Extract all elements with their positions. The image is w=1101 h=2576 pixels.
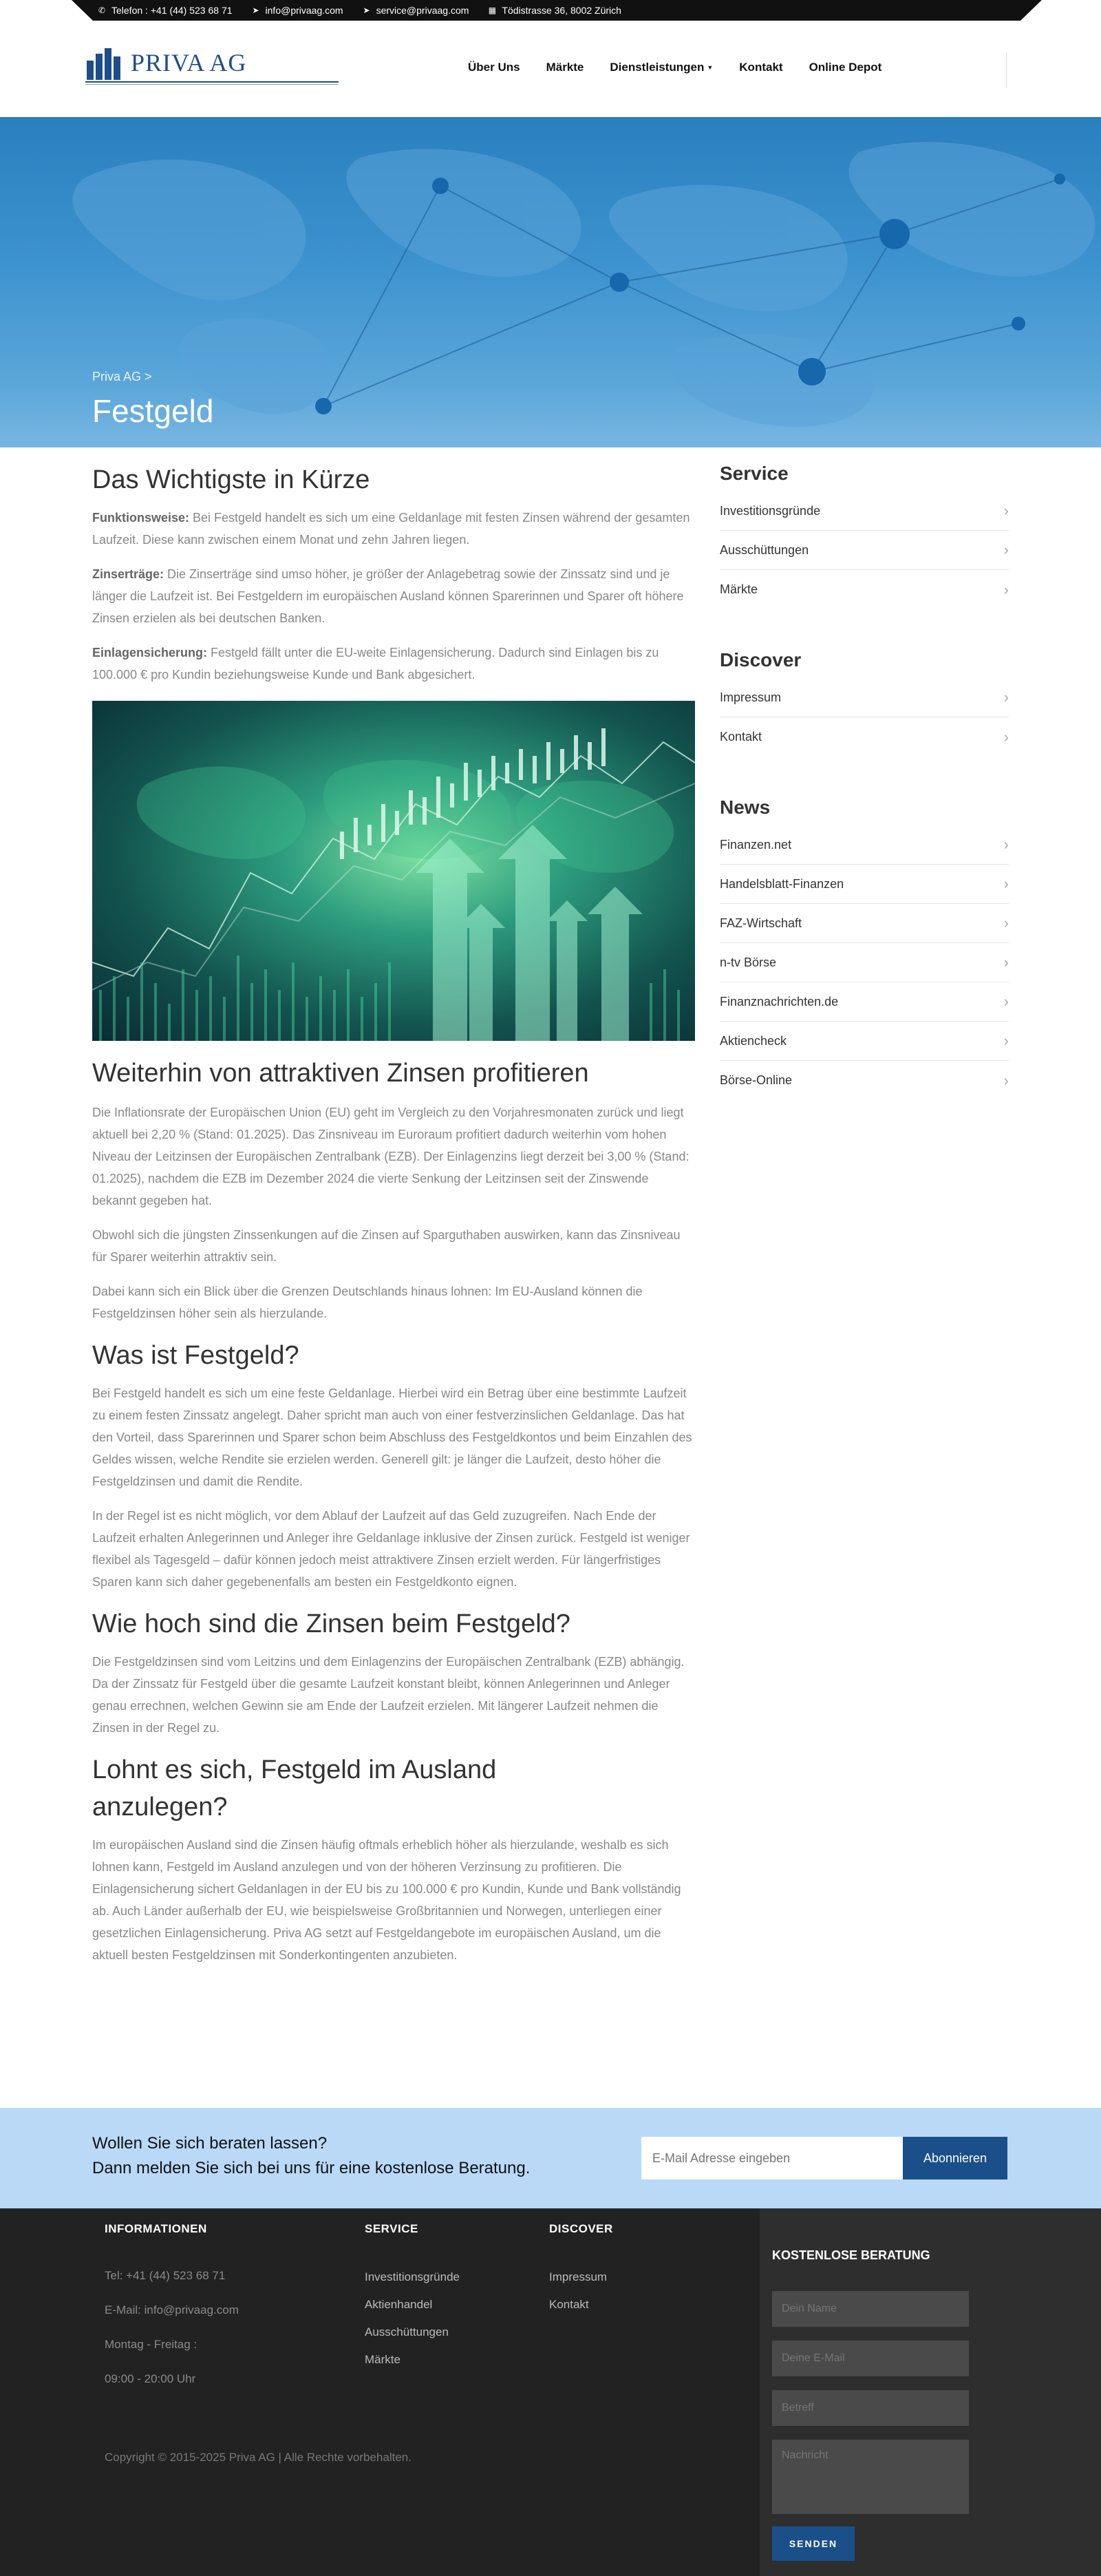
top-bar-phone-text: Telefon : +41 (44) 523 68 71 [111,5,233,16]
nav-item-maerkte[interactable]: Märkte [546,61,584,74]
footer-email[interactable]: E-Mail: info@privaag.com [105,2303,239,2316]
phone-icon: ✆ [98,6,106,15]
caret-down-icon: ▼ [707,64,714,71]
top-bar-items [98,0,621,21]
paragraph-ausland: Im europäischen Ausland sind die Zinsen häufig oftmals erheblich höher als hierzulande, weshalb es sich lohnen kann, Festgeld im Ausland anzulegen und von der höheren Verzinsung zu profitieren. Die Einlagensicherung sichert Geldanlagen in der EU bis zu 100.000 € pro Kundin, Kunde und Bank vollständig ab. Auch Länder außerhalb der EU, wie beispielsweise Großbritannien und Norwegen, unterliegen einer gesetzlichen Einlagensicherung. Priva AG setzt auf Festgeldangebote im europäischen Ausland, um die aktuell besten Festgeldzinsen mit Sonderkontingenten anzubieten. [92,1838,681,1962]
hero-banner [0,117,1101,447]
sidebar-item-label: Handelsblatt-Finanzen [720,876,844,891]
chevron-right-icon: › [1003,993,1009,1010]
paragraph-festgeld-definition: Bei Festgeld handelt es sich um eine feste Geldanlage. Hierbei wird ein Betrag über eine bestimmte Laufzeit zu einem festen Zinssatz angelegt. Daher spricht man auch von einer festverzinslichen Geldanlage. Das hat den Vorteil, dass Sparerinnen und Sparer schon beim Abschluss des Festgeldkontos und beim Einzahlen des Geldes wissen, welche Rendite sie erzielen werden. Generell gilt: je länger die Laufzeit, desto höher die Festgeldzinsen und damit die Rendite. [92,1386,692,1488]
sidebar-item-label: n-tv Börse [720,955,777,969]
footer-link-maerkte[interactable]: Märkte [365,2353,400,2366]
paragraph-zinssenkungen: Obwohl sich die jüngsten Zinssenkungen auf die Zinsen auf Sparguthaben auswirken, kann das Zinsniveau für Sparer weiterhin attraktiv sein. [92,1228,681,1264]
paragraph-zinsertraege [92,563,695,629]
footer-info-column [105,2208,239,2386]
sidebar-service-list [720,492,1009,609]
chevron-right-icon: › [1003,914,1009,931]
nav-item-dienstleistungen-label: Dienstleistungen [610,61,705,74]
top-bar-address [488,5,621,16]
message-textarea[interactable] [772,2440,969,2514]
sidebar-discover-title: Discover [720,649,802,671]
footer-discover-title: DISCOVER [549,2222,613,2235]
chevron-right-icon: › [1003,580,1009,598]
text-funktionsweise: Bei Festgeld handelt es sich um eine Geldanlage mit festen Zinsen während der gesamten Laufzeit. Diese kann zwischen einem Monat und zehn Jahren liegen. [92,511,690,547]
sidebar-item-faz[interactable] [720,904,1009,943]
sidebar-item-label: Ausschüttungen [720,542,809,557]
sidebar-discover-list [720,678,1009,757]
chevron-right-icon: › [1003,688,1009,706]
sidebar-item-finanznachrichten[interactable] [720,982,1009,1022]
stock-chart-illustration [92,701,695,1041]
label-einlagensicherung: Einlagensicherung: [92,646,208,659]
footer-link-kontakt[interactable]: Kontakt [549,2298,589,2311]
footer-hours-label: Montag - Freitag : [105,2338,197,2351]
paragraph-einlagensicherung [92,642,695,686]
sidebar-item-label: Finanznachrichten.de [720,994,839,1009]
newsletter-email-input[interactable] [641,2137,903,2179]
sidebar-item-finanzen-net[interactable] [720,825,1009,865]
chevron-right-icon: › [1003,953,1009,971]
paragraph-inflation: Die Inflationsrate der Europäischen Union (EU) geht im Vergleich zu den Vorjahresmonaten zurück und liegt aktuell bei 2,20 % (Stand: 01.2025). Das Zinsniveau im Euroraum profitiert dadurch weiterhin vom hohen Niveau der Leitzinsen der Europäischen Zentralbank (EZB). Der Einlagenzins liegt derzeit bei 3,00 % (Stand: 01.2025), nachdem die EZB im Dezember 2024 die vierte Senkung der Leitzinsen seit der Zinswende bekannt gegeben hat. [92,1106,690,1207]
sidebar-item-label: Impressum [720,690,782,704]
footer-discover-column [549,2208,613,2319]
sidebar-item-label: FAZ-Wirtschaft [720,916,802,930]
sidebar-item-impressum[interactable] [720,678,1009,717]
sidebar-item-kontakt[interactable] [720,717,1009,757]
stock-market-image [92,701,695,1041]
top-bar-phone[interactable] [98,5,233,16]
chevron-right-icon: › [1003,836,1009,853]
newsletter-section [0,2108,1101,2208]
paper-plane-icon: ➤ [363,6,370,15]
site-footer [0,2208,1101,2576]
top-bar-email-info-text: info@privaag.com [265,5,343,16]
chevron-right-icon: › [1003,1032,1009,1049]
page-title: Festgeld [92,393,214,429]
consultation-form-title: KOSTENLOSE BERATUNG [772,2248,930,2262]
footer-link-investitionsgruende[interactable]: Investitionsgründe [365,2270,460,2283]
breadcrumb[interactable]: Priva AG > [92,370,152,383]
footer-service-links [365,2263,460,2374]
nav-item-online-depot[interactable]: Online Depot [809,61,882,74]
sidebar-news-title: News [720,796,771,818]
email-input[interactable] [772,2341,969,2376]
top-bar-email-service[interactable] [363,5,469,16]
sidebar-item-handelsblatt[interactable] [720,865,1009,904]
newsletter-text [92,2131,530,2181]
logo-underline-accent [85,84,339,85]
sidebar-item-ntv[interactable] [720,943,1009,982]
consultation-form [760,2208,1101,2576]
label-funktionsweise: Funktionsweise: [92,511,190,525]
sidebar-item-boerse-online[interactable] [720,1061,1009,1100]
label-zinsertraege: Zinserträge: [92,567,164,581]
chevron-right-icon: › [1003,541,1009,558]
send-button[interactable]: SENDEN [772,2526,855,2561]
footer-link-aktienhandel[interactable]: Aktienhandel [365,2298,433,2311]
sidebar-item-label: Aktiencheck [720,1033,787,1048]
newsletter-line-1: Wollen Sie sich beraten lassen? [92,2134,328,2153]
sidebar-item-label: Märkte [720,582,758,596]
copyright-text: Copyright © 2015-2025 Priva AG | Alle Rechte vorbehalten. [105,2451,411,2464]
footer-info-title: INFORMATIONEN [105,2222,207,2235]
footer-link-impressum[interactable]: Impressum [549,2270,608,2283]
sidebar-item-ausschuettungen[interactable] [720,531,1009,570]
subscribe-button[interactable]: Abonnieren [903,2137,1007,2179]
header-divider [1006,52,1007,88]
subject-input[interactable] [772,2390,969,2426]
logo-bars-icon [87,48,121,80]
sidebar-service-title: Service [720,463,789,484]
heading-key-points: Das Wichtigste in Kürze [92,465,370,494]
text-zinsertraege: Die Zinserträge sind umso höher, je größer der Anlagebetrag sowie der Zinssatz sind und je länger die Laufzeit ist. Bei Festgeldern im europäischen Ausland können Sparerinnen und Sparer oft höhere Zinsen erzielen als bei deutschen Banken. [92,567,684,625]
nav-item-kontakt[interactable]: Kontakt [739,61,783,74]
heading-festgeld-ausland: Lohnt es sich, Festgeld im Ausland anzulegen? [92,1755,497,1822]
heading-was-ist-festgeld: Was ist Festgeld? [92,1341,299,1370]
footer-phone[interactable]: Tel: +41 (44) 523 68 71 [105,2269,226,2282]
paragraph-eu-ausland: Dabei kann sich ein Blick über die Grenzen Deutschlands hinaus lohnen: Im EU-Ausland können die Festgeldzinsen höher sein als hierzulande. [92,1285,643,1320]
sidebar-item-label: Kontakt [720,730,762,743]
paragraph-laufzeit: In der Regel ist es nicht möglich, vor dem Ablauf der Laufzeit auf das Geld zuzugreifen. Nach Ende der Laufzeit erhalten Anlegerinnen und Anleger ihre Geldanlage inklusive der Zinsen zurück. Festgeld ist weniger flexibel als Tagesgeld – dafür können jedoch meist attraktivere Zinsen erzielt werden. Für längerfristiges Sparen kann sich daher gegebenenfalls am besten ein Festgeldkonto eignen. [92,1509,690,1589]
top-contact-bar [0,0,1101,21]
newsletter-line-2: Dann melden Sie sich bei uns für eine kostenlose Beratung. [92,2159,531,2177]
footer-service-title: SERVICE [365,2222,418,2235]
paragraph-funktionsweise [92,507,695,551]
top-bar-email-info[interactable] [252,5,343,16]
sidebar-item-maerkte[interactable] [720,570,1009,609]
main-navigation [468,61,881,74]
paragraph-festgeldzinsen: Die Festgeldzinsen sind vom Leitzins und dem Einlagenzins der Europäischen Zentralbank (EZB) abhängig. Da der Zinssatz für Festgeld über die gesamte Laufzeit konstant bleibt, können Anlegerinnen und Anleger genau errechnen, welchen Gewinn sie am Ende der Laufzeit erzielen. Mit längerer Laufzeit nehmen die Zinsen in der Regel zu. [92,1655,685,1735]
main-content [92,447,695,1966]
chevron-right-icon: › [1003,502,1009,519]
chevron-right-icon: › [1003,728,1009,746]
name-input[interactable] [772,2291,969,2327]
footer-hours: 09:00 - 20:00 Uhr [105,2372,196,2385]
nav-item-ueber-uns[interactable]: Über Uns [468,61,520,74]
brand-name: PRIVA AG [131,49,247,76]
sidebar-item-aktiencheck[interactable] [720,1022,1009,1061]
sidebar [720,447,1009,1100]
sidebar-item-label: Finanzen.net [720,837,792,852]
site-header [0,21,1101,117]
top-bar-email-service-text: service@privaag.com [376,5,469,16]
footer-link-ausschuettungen[interactable]: Ausschüttungen [365,2325,449,2339]
logo-underline [85,81,339,83]
heading-zinsen-festgeld: Wie hoch sind die Zinsen beim Festgeld? [92,1609,570,1638]
brand-logo[interactable] [85,45,339,85]
nav-item-dienstleistungen[interactable] [610,61,713,74]
text-einlagensicherung: Festgeld fällt unter die EU-weite Einlagensicherung. Dadurch sind Einlagen bis zu 100.000 € pro Kundin beziehungsweise Kunde und Bank abgesichert. [92,646,659,682]
sidebar-item-label: Investitionsgründe [720,503,821,518]
sidebar-item-investitionsgruende[interactable] [720,492,1009,531]
sidebar-item-label: Börse-Online [720,1073,793,1087]
footer-discover-links [549,2263,613,2319]
chevron-right-icon: › [1003,1071,1009,1089]
sidebar-news-list [720,825,1009,1100]
map-icon: ▦ [488,6,497,15]
chevron-right-icon: › [1003,875,1009,892]
paper-plane-icon: ➤ [252,6,259,15]
footer-service-column [365,2208,460,2374]
heading-attraktive-zinsen: Weiterhin von attraktiven Zinsen profitieren [92,1059,589,1088]
top-bar-address-text: Tödistrasse 36, 8002 Zürich [502,5,621,16]
